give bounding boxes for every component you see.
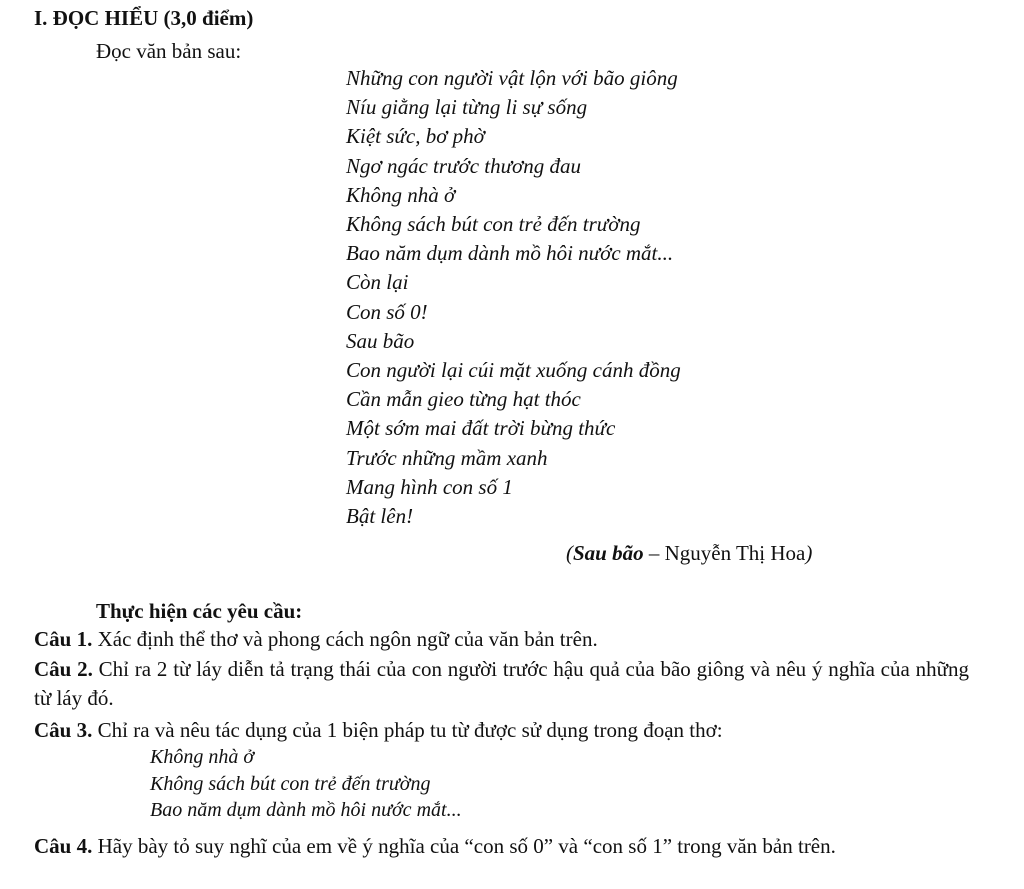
source-paren-open: ( xyxy=(566,541,573,565)
poem-line: Không sách bút con trẻ đến trường xyxy=(346,212,641,237)
poem-line: Cần mẫn gieo từng hạt thóc xyxy=(346,387,581,412)
question-3 xyxy=(34,716,969,745)
poem-line: Sau bão xyxy=(346,328,415,353)
question-2-text: Chỉ ra 2 từ láy diễn tả trạng thái của con người trước hậu quả của bão giông và nêu ý nghĩa của những từ láy đó. xyxy=(34,657,969,710)
excerpt-line: Bao năm dụm dành mồ hôi nước mắt... xyxy=(150,799,462,821)
question-1-text: Xác định thể thơ và phong cách ngôn ngữ của văn bản trên. xyxy=(92,627,598,651)
poem xyxy=(346,64,681,531)
source-author: – Nguyễn Thị Hoa xyxy=(643,541,806,565)
poem-line: Mang hình con số 1 xyxy=(346,474,513,499)
question-4 xyxy=(34,832,969,861)
tasks-heading: Thực hiện các yêu cầu: xyxy=(96,599,303,623)
poem-source xyxy=(566,540,812,566)
question-4-text: Hãy bày tỏ suy nghĩ của em về ý nghĩa của “con số 0” và “con số 1” trong văn bản trên. xyxy=(92,834,836,858)
poem-line: Còn lại xyxy=(346,270,409,295)
question-2-label: Câu 2. xyxy=(34,657,93,681)
source-title: Sau bão xyxy=(573,541,644,565)
poem-line: Trước những mầm xanh xyxy=(346,445,548,470)
poem-line: Không nhà ở xyxy=(346,182,456,207)
question-4-label: Câu 4. xyxy=(34,834,93,858)
poem-line: Một sớm mai đất trời bừng thức xyxy=(346,416,616,441)
question-3-excerpt xyxy=(150,744,462,824)
question-1 xyxy=(34,625,969,654)
poem-line: Con người lại cúi mặt xuống cánh đồng xyxy=(346,358,681,383)
question-1-label: Câu 1. xyxy=(34,627,93,651)
poem-line: Con số 0! xyxy=(346,299,428,324)
question-3-label: Câu 3. xyxy=(34,718,93,742)
excerpt-line: Không sách bút con trẻ đến trường xyxy=(150,772,431,795)
poem-line: Kiệt sức, bơ phờ xyxy=(346,124,485,149)
question-3-text: Chỉ ra và nêu tác dụng của 1 biện pháp tu từ được sử dụng trong đoạn thơ: xyxy=(92,718,723,742)
poem-line: Ngơ ngác trước thương đau xyxy=(346,153,582,178)
section-title: I. ĐỌC HIỂU (3,0 điểm) xyxy=(34,6,254,30)
source-paren-close: ) xyxy=(805,541,813,565)
poem-line: Níu giằng lại từng li sự sống xyxy=(346,95,588,120)
excerpt-line: Không nhà ở xyxy=(150,746,255,768)
reading-instruction: Đọc văn bản sau: xyxy=(96,39,242,63)
poem-line: Những con người vật lộn với bão giông xyxy=(346,66,678,90)
poem-line: Bật lên! xyxy=(346,504,414,529)
question-2 xyxy=(34,655,969,713)
poem-line: Bao năm dụm dành mồ hôi nước mắt... xyxy=(346,241,674,266)
